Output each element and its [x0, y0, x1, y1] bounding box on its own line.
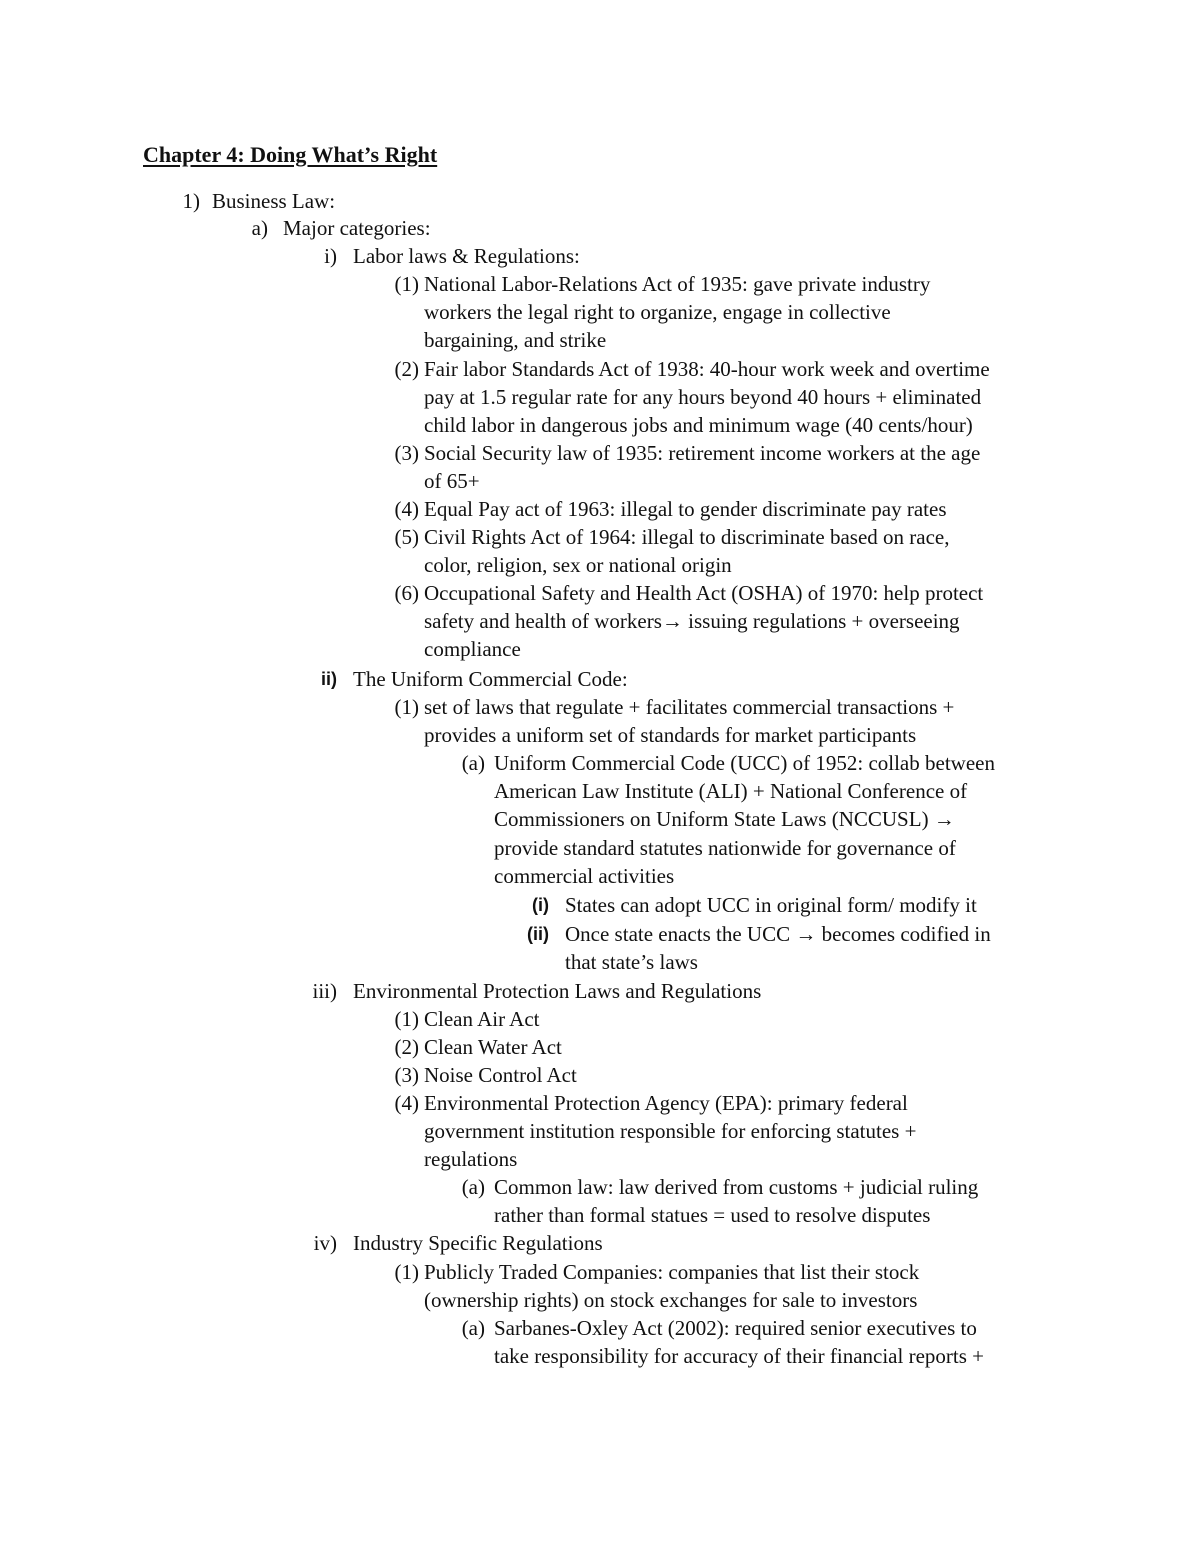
- outline-item-text: National Labor-Relations Act of 1935: gave private industry: [424, 272, 931, 296]
- outline-item-text: child labor in dangerous jobs and minimum wage (40 cents/hour): [424, 413, 973, 438]
- outline-item-text: American Law Institute (ALI) + National Conference of: [494, 779, 968, 804]
- outline-marker: (4): [394, 1091, 419, 1115]
- outline-item-text: Clean Water Act: [424, 1035, 562, 1059]
- outline-item-text: rather than formal statues = used to resolve disputes: [494, 1203, 931, 1228]
- outline-marker: (5): [394, 525, 419, 549]
- outline-marker: (1): [394, 695, 419, 719]
- outline-item-text: regulations: [424, 1147, 518, 1172]
- page-title: Chapter 4: Doing What’s Right: [143, 142, 438, 167]
- outline-item-text: Civil Rights Act of 1964: illegal to discriminate based on race,: [424, 525, 950, 549]
- outline-item-text: Business Law:: [212, 189, 336, 213]
- outline-item-text: Environmental Protection Laws and Regulations: [353, 979, 762, 1003]
- outline-item-text: color, religion, sex or national origin: [424, 553, 732, 578]
- outline-item-text: Noise Control Act: [424, 1063, 577, 1087]
- outline-item-text: take responsibility for accuracy of their financial reports +: [494, 1344, 984, 1369]
- outline-item-text: safety and health of workers→ issuing regulations + overseeing: [424, 609, 960, 634]
- outline-marker: (a): [461, 751, 485, 775]
- outline-marker: (1): [394, 1260, 419, 1284]
- outline-item-text: Fair labor Standards Act of 1938: 40-hour work week and overtime: [424, 357, 990, 381]
- outline-item-text: set of laws that regulate + facilitates commercial transactions +: [424, 695, 955, 719]
- outline-item-text: pay at 1.5 regular rate for any hours beyond 40 hours + eliminated: [424, 385, 982, 410]
- outline-item-text: that state’s laws: [565, 950, 698, 975]
- outline-item-text: The Uniform Commercial Code:: [353, 667, 628, 691]
- outline-item-text: Publicly Traded Companies: companies that list their stock: [424, 1260, 920, 1284]
- outline-marker: (a): [461, 1175, 485, 1199]
- outline-marker: (1): [394, 1007, 419, 1031]
- outline-item-text: States can adopt UCC in original form/ modify it: [565, 893, 977, 917]
- outline-item-text: (ownership rights) on stock exchanges for sale to investors: [424, 1288, 918, 1313]
- outline-marker: (ii): [527, 924, 549, 944]
- outline-item-text: bargaining, and strike: [424, 328, 607, 353]
- outline-item-text: Environmental Protection Agency (EPA): primary federal: [424, 1091, 908, 1115]
- outline-marker: (i): [532, 895, 549, 915]
- outline-item-text: Once state enacts the UCC → becomes codified in: [565, 922, 991, 946]
- outline-marker: (4): [394, 497, 419, 521]
- outline-marker: (3): [394, 441, 419, 465]
- outline-marker: 1): [182, 189, 200, 213]
- outline-item-text: Industry Specific Regulations: [353, 1231, 603, 1255]
- outline-item-text: Occupational Safety and Health Act (OSHA) of 1970: help protect: [424, 581, 984, 605]
- outline-item-text: Social Security law of 1935: retirement income workers at the age: [424, 441, 981, 465]
- outline-item-text: of 65+: [424, 469, 480, 494]
- outline-item-text: compliance: [424, 637, 521, 662]
- outline-item-text: Sarbanes-Oxley Act (2002): required senior executives to: [494, 1316, 977, 1340]
- outline-item-text: Equal Pay act of 1963: illegal to gender discriminate pay rates: [424, 497, 947, 521]
- outline-item-text: government institution responsible for enforcing statutes +: [424, 1119, 917, 1144]
- outline-marker: iii): [312, 979, 337, 1003]
- outline-item-text: provides a uniform set of standards for market participants: [424, 723, 917, 748]
- outline-item-text: Commissioners on Uniform State Laws (NCCUSL) →: [494, 807, 955, 832]
- outline-marker: iv): [313, 1231, 337, 1255]
- outline-item-text: provide standard statutes nationwide for governance of: [494, 835, 956, 860]
- outline-marker: ii): [321, 669, 337, 689]
- outline-marker: i): [324, 244, 337, 268]
- outline-marker: (3): [394, 1063, 419, 1087]
- outline-marker: (2): [394, 357, 419, 381]
- outline-marker: (6): [394, 581, 419, 605]
- outline-marker: a): [251, 216, 268, 240]
- outline-marker: (2): [394, 1035, 419, 1059]
- outline-marker: (a): [461, 1316, 485, 1340]
- outline-item-text: Major categories:: [283, 216, 431, 240]
- outline-item-text: Labor laws & Regulations:: [353, 244, 580, 268]
- outline-marker: (1): [394, 272, 419, 296]
- outline-item-text: workers the legal right to organize, engage in collective: [424, 300, 891, 325]
- outline-item-text: Uniform Commercial Code (UCC) of 1952: collab between: [494, 751, 995, 775]
- outline-item-text: Common law: law derived from customs + judicial ruling: [494, 1175, 979, 1199]
- outline-item-text: Clean Air Act: [424, 1007, 540, 1031]
- outline-item-text: commercial activities: [494, 863, 675, 888]
